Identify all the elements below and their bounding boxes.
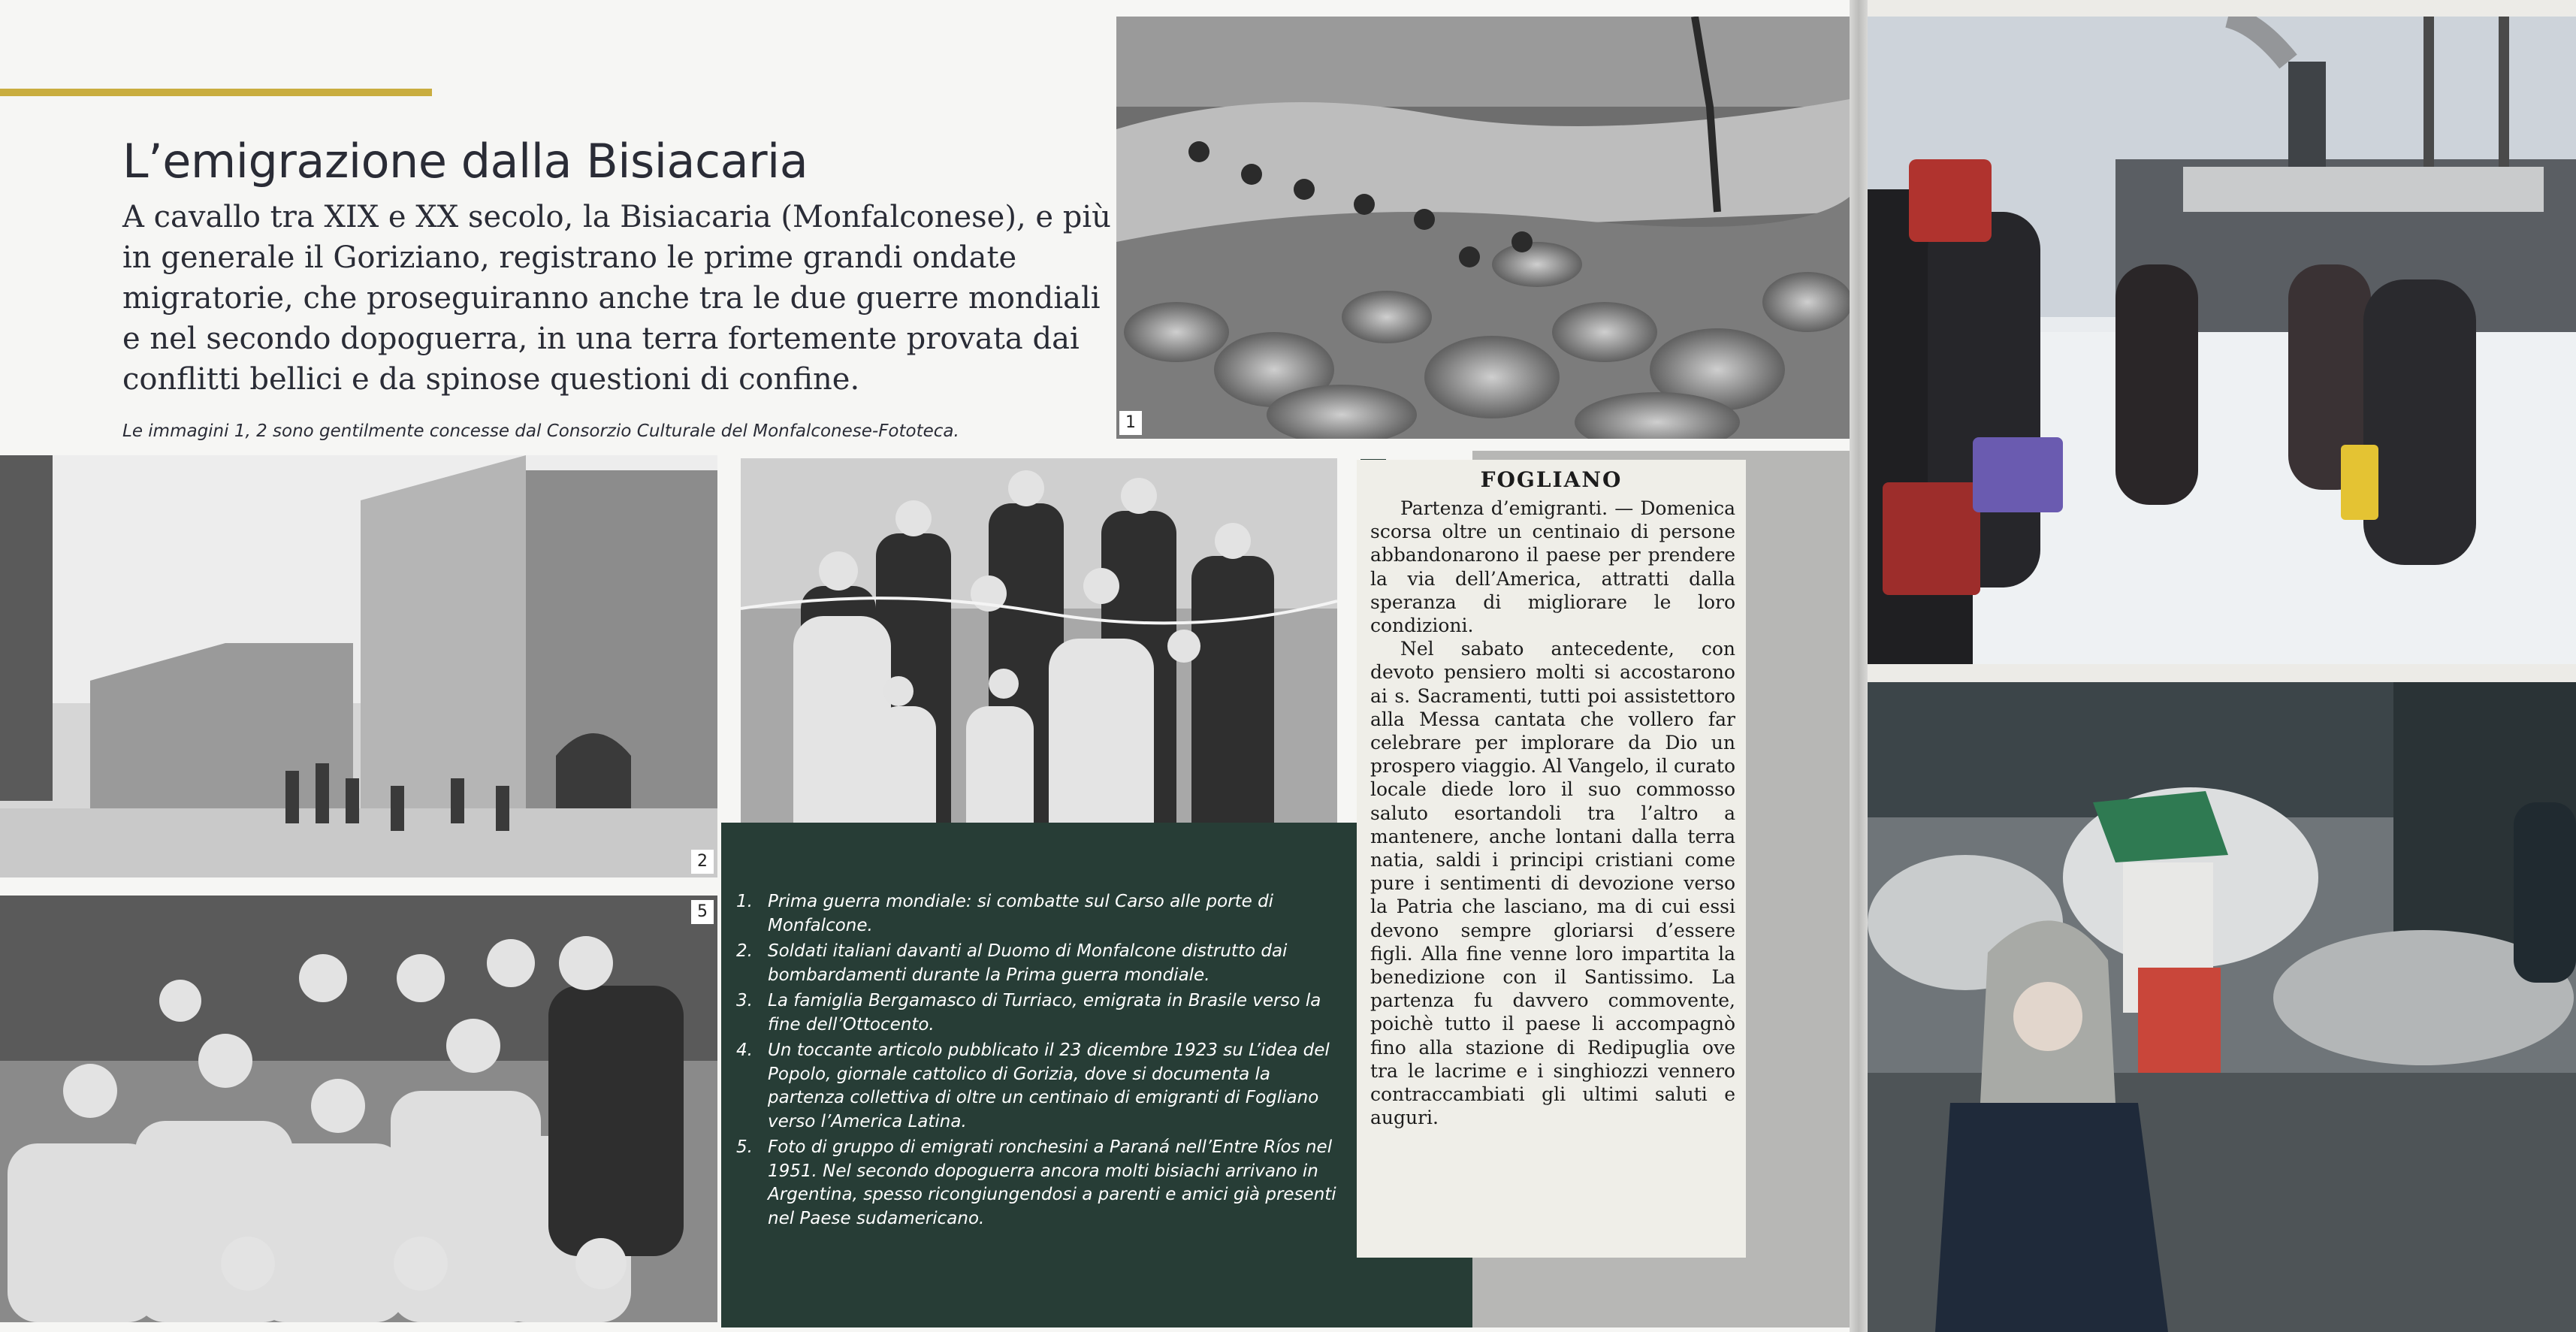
caption-number: 1. (736, 892, 753, 911)
caption-item (736, 890, 1345, 938)
trench-illustration (1116, 17, 1850, 439)
caption-text: La famiglia Bergamasco di Turriaco, emigrata in Brasile verso la fine dell’Ottocento. (768, 991, 1321, 1034)
photo-ship-snow (1868, 17, 2576, 664)
cathedral-illustration (0, 455, 717, 877)
caption-text: Prima guerra mondiale: si combatte sul Carso alle porte di Monfalcone. (768, 892, 1274, 935)
photo-number-5: 5 (691, 900, 714, 924)
family-illustration (741, 458, 1337, 880)
intro-paragraph: A cavallo tra XIX e XX secolo, la Bisiacaria (Monfalconese), e più in generale il Goriziano, registrano le prime grandi ondate migratorie, che proseguiranno anche tra le due guerre mondiali e nel secondo dopoguerra, in una terra fortemente provata dai conflitti bellici e da spinose questioni di confine. (122, 200, 1111, 397)
caption-text: Foto di gruppo di emigrati ronchesini a Paraná nell’Entre Ríos nel 1951. Nel secondo dopoguerra ancora molti bisiachi arrivano in Argentina, spesso ricongiungendosi a parenti e amici già presenti nel Paese sudamericano. (768, 1137, 1336, 1228)
captions-list (736, 890, 1345, 1233)
photo-girl-flag (1868, 682, 2576, 1332)
photo-number-2: 2 (691, 850, 714, 874)
caption-number: 3. (736, 991, 753, 1010)
caption-text: Un toccante articolo pubblicato il 23 dicembre 1923 su L’idea del Popolo, giornale cattolico di Gorizia, dove si documenta la partenza collettiva di oltre un centinaio di emigranti di Fogliano verso l’America Latina. (768, 1041, 1330, 1131)
clipping-paragraph: Partenza d’emigranti. — Domenica scorsa oltre un centinaio di persone abbandonarono il paese per prendere la via dell’America, attratti dalla speranza di migliorare le loro condizioni. (1370, 497, 1735, 637)
caption-item (736, 989, 1345, 1037)
caption-number: 4. (736, 1041, 753, 1060)
photo-2-cathedral (0, 455, 717, 877)
newspaper-clipping (1357, 460, 1746, 1258)
photo-1-trench (1116, 17, 1850, 439)
caption-number: 5. (736, 1137, 753, 1157)
caption-text: Soldati italiani davanti al Duomo di Monfalcone distrutto dai bombardamenti durante la Prima guerra mondiale. (768, 941, 1288, 985)
photo-3-family (741, 458, 1337, 880)
caption-number: 2. (736, 941, 753, 961)
clipping-paragraph: Nel sabato antecedente, con devoto pensiero molti si accostarono ai s. Sacramenti, tutti poi assistettoro alla Messa cantata che vollero far celebrare per implorare da Dio un prospero viaggio. Al Vangelo, il curato locale diede loro il suo commosso saluto esortandoli tra l’altro a mantenere, anche lontani dalla terra natia, saldi i principi cristiani come pure i sentimenti di devozione verso la Patria che lasciano, ma di cui essi devono sempre gloriarsi d’essere figli. Alla fine venne loro impartita la benedizione con il Santissimo. La partenza fu davvero commovente, poichè tutto il paese li accompagnò fino alla stazione di Redipuglia ove tra le lacrime e i singhiozzi vennero contraccambiati gli ultimi saluti e auguri. (1370, 638, 1735, 1129)
caption-item (736, 940, 1345, 987)
girl-flag-illustration (1868, 682, 2576, 1332)
page-title: L’emigrazione dalla Bisiacaria (122, 134, 808, 189)
page-gutter (1850, 0, 1868, 1332)
image-credit: Le immagini 1, 2 sono gentilmente concesse dal Consorzio Culturale del Monfalconese-Fototeca. (122, 421, 959, 441)
gold-rule (0, 89, 432, 96)
clipping-body (1370, 497, 1735, 1129)
ship-illustration (1868, 17, 2576, 664)
group-illustration (0, 896, 717, 1322)
clipping-headline: FOGLIANO (1480, 467, 1623, 492)
caption-item (736, 1039, 1345, 1134)
photo-5-group (0, 896, 717, 1322)
photo-number-1: 1 (1119, 411, 1142, 435)
caption-item (736, 1136, 1345, 1231)
